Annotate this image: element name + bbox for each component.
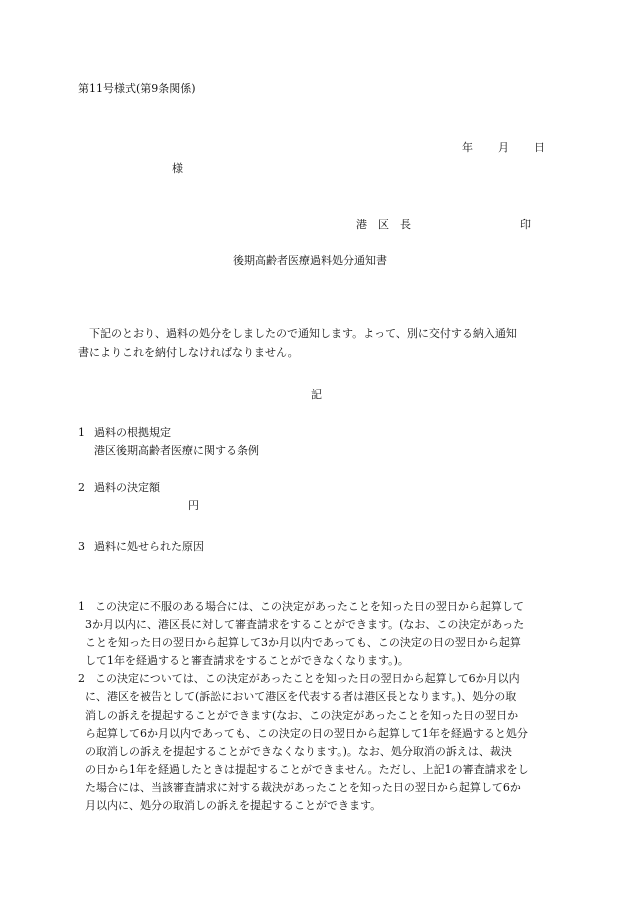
note-1-number: 1 bbox=[78, 600, 85, 613]
item-1-label: 過料の根拠規定 bbox=[94, 426, 171, 439]
intro-line-2: 書によりこれを納付しなければなりません。 bbox=[78, 346, 299, 359]
seal-mark: 印 bbox=[520, 218, 531, 231]
note-2-number: 2 bbox=[78, 672, 85, 685]
note-1-line: して1年を経過すると審査請求をすることができなくなります。)。 bbox=[85, 654, 409, 667]
issuer-name: 港 区 長 bbox=[356, 218, 411, 231]
item-2-number: 2 bbox=[78, 481, 85, 494]
ki-heading: 記 bbox=[311, 388, 322, 401]
note-1-line: ことを知った日の翌日から起算して3か月以内であっても、この決定の日の翌日から起算 bbox=[85, 636, 521, 649]
note-2-line: の取消しの訴えを提起することができなくなります。)。なお、処分取消の訴えは、裁決 bbox=[85, 745, 512, 758]
note-2-line: 消しの訴えを提起することができます(なお、この決定があったことを知った日の翌日か bbox=[85, 709, 519, 722]
item-3-number: 3 bbox=[78, 540, 85, 553]
form-number: 第11号様式(第9条関係) bbox=[78, 82, 196, 95]
item-3-label: 過料に処せられた原因 bbox=[94, 540, 204, 553]
note-1-line: 3か月以内に、港区長に対して審査請求をすることができます。(なお、この決定があった bbox=[85, 618, 525, 631]
document-title: 後期高齢者医療過料処分通知書 bbox=[233, 254, 387, 267]
note-2-line: た場合には、当該審査請求に対する裁決があったことを知った日の翌日から起算して6か bbox=[85, 781, 521, 794]
date-month-label: 月 bbox=[498, 141, 509, 154]
note-2-line: ら起算して6か月以内であっても、この決定の日の翌日から起算して1年を経過すると処分 bbox=[85, 727, 528, 740]
note-2-line: の日から1年を経過したときは提起することができません。ただし、上記1の審査請求をし bbox=[85, 763, 529, 776]
intro-line-1: 下記のとおり、過料の処分をしましたので通知します。よって、別に交付する納入通知 bbox=[89, 327, 517, 340]
date-year-label: 年 bbox=[462, 141, 473, 154]
item-1-number: 1 bbox=[78, 426, 85, 439]
item-1-value: 港区後期高齢者医療に関する条例 bbox=[94, 444, 259, 457]
item-2-value: 円 bbox=[188, 499, 199, 512]
note-1-line: この決定に不服のある場合には、この決定があったことを知った日の翌日から起算して bbox=[95, 600, 524, 613]
note-2-line: に、港区を被告として(訴訟において港区を代表する者は港区長となります。)、処分の取 bbox=[85, 690, 517, 703]
note-2-line: 月以内に、処分の取消しの訴えを提起することができます。 bbox=[85, 799, 382, 812]
item-2-label: 過料の決定額 bbox=[94, 481, 160, 494]
date-day-label: 日 bbox=[534, 141, 545, 154]
note-2-line: この決定については、この決定があったことを知った日の翌日から起算して6か月以内 bbox=[95, 672, 520, 685]
addressee-honorific: 様 bbox=[172, 162, 183, 175]
